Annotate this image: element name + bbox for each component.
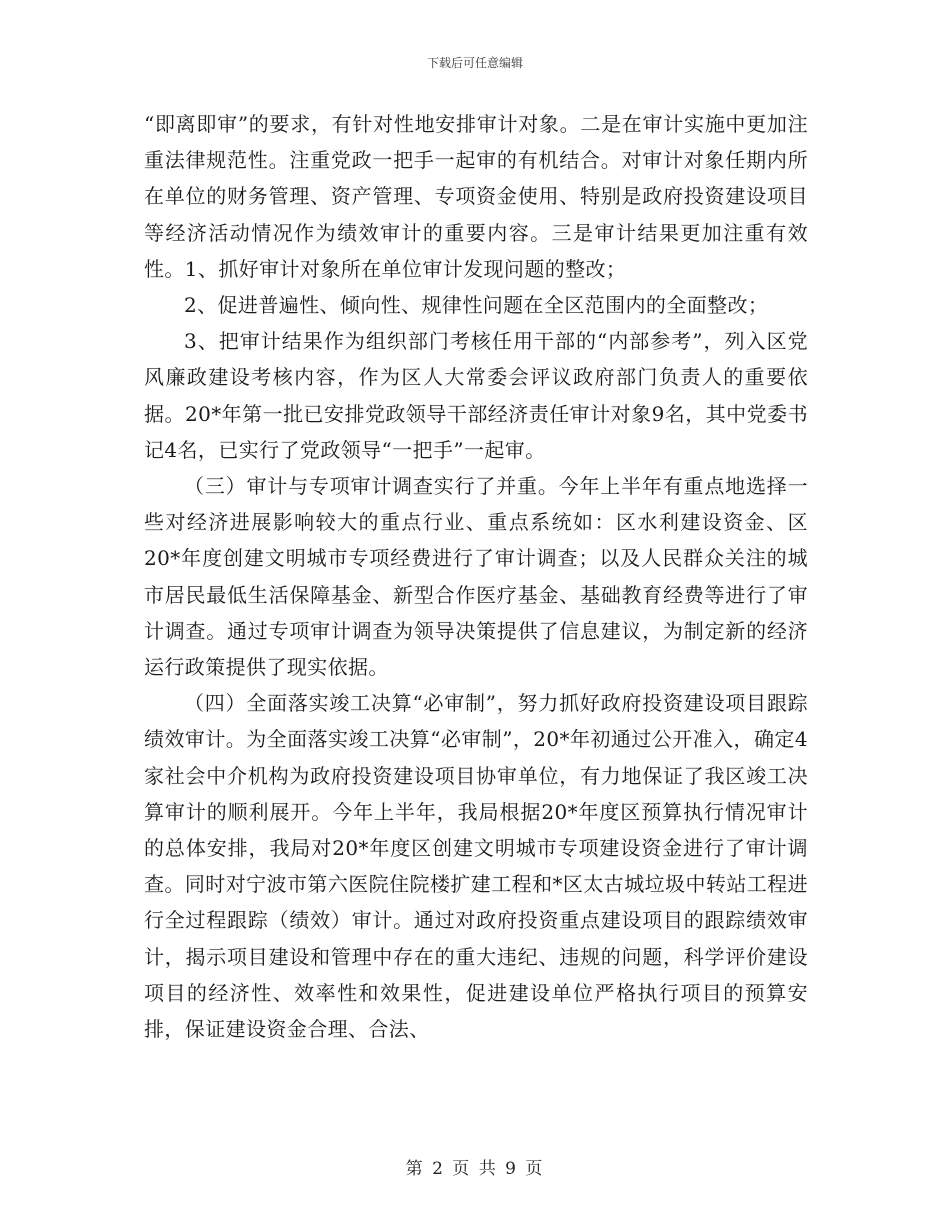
page-footer: 第 2 页 共 9 页 — [405, 1159, 545, 1179]
paragraph-1: “即离即审”的要求，有针对性地安排审计对象。二是在审计实施中更加注重法律规范性。注重党政一把手一起审的有机结合。对审计对象任期内所在单位的财务管理、资产管理、专项资金使用、特别是政府投资建设项目等经济活动情况作为绩效审计的重要内容。三是审计结果更加注重有效性。1、抓好审计对象所在单位审计发现问题的整改； — [144, 112, 808, 281]
paragraph-5: （四）全面落实竣工决算“必审制”，努力抓好政府投资建设项目跟踪绩效审计。为全面落实竣工决算“必审制”，20*年初通过公开准入，确定4家社会中介机构为政府投资建设项目协审单位，有力地保证了我区竣工决算审计的顺利展开。今年上半年，我局根据20*年度区预算执行情况审计的总体安排，我局对20*年度区创建文明城市专项建设资金进行了审计调查。同时对宁波市第六医院住院楼扩建工程和*区太古城垃圾中转站工程进行全过程跟踪（绩效）审计。通过对政府投资重点建设项目的跟踪绩效审计，揭示项目建设和管理中存在的重大违纪、违规的问题，科学评价建设项目的经济性、效率性和效果性，促进建设单位严格执行项目的预算安排，保证建设资金合理、合法、 — [144, 691, 808, 1042]
document-body — [144, 106, 808, 1047]
paragraph-2: 2、促进普遍性、倾向性、规律性问题在全区范围内的全面整改； — [184, 293, 769, 318]
paragraph-4: （三）审计与专项审计调查实行了并重。今年上半年有重点地选择一些对经济进展影响较大的重点行业、重点系统如：区水利建设资金、区20*年度创建文明城市专项经费进行了审计调查；以及人民群众关注的城市居民最低生活保障基金、新型合作医疗基金、基础教育经费等进行了审计调查。通过专项审计调查为领导决策提供了信息建议，为制定新的经济运行政策提供了现实依据。 — [144, 474, 808, 680]
paragraph-3: 3、把审计结果作为组织部门考核任用干部的“内部参考”，列入区党风廉政建设考核内容，作为区人大常委会评议政府部门负责人的重要依据。20*年第一批已安排党政领导干部经济责任审计对象9名，其中党委书记4名，已实行了党政领导“一把手”一起审。 — [144, 329, 808, 462]
page-header: 下载后可任意编辑 — [426, 56, 523, 70]
